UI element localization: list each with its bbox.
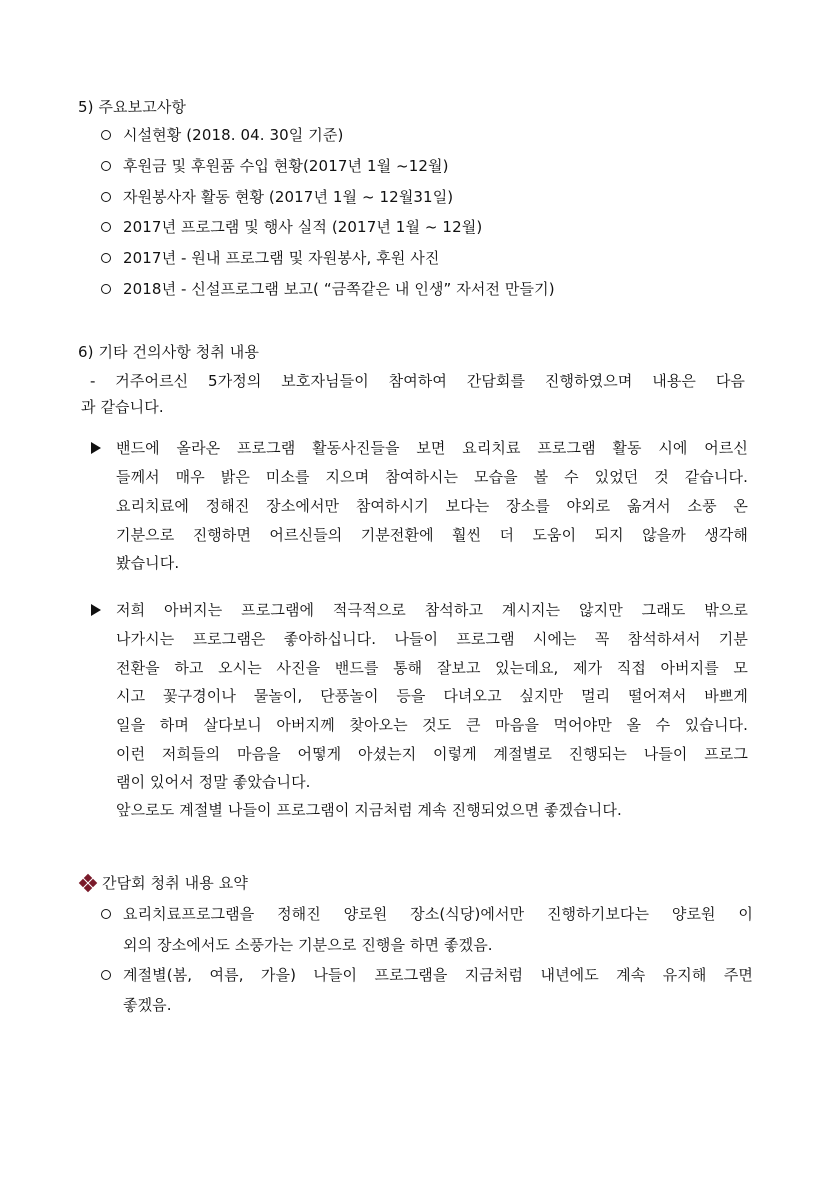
section6-intro-line: - 거주어르신 5가정의 보호자님들이 참여하여 간담회를 진행하였으며 내용은 다음 (90, 372, 745, 390)
section5-item: 2017년 프로그램 및 행사 실적 (2017년 1월 ~ 12월) (123, 218, 483, 236)
triangle-bullet-icon (91, 442, 101, 454)
opinion-line: 시고 꽃구경이나 물놀이, 단풍놀이 등을 다녀오고 싶지만 멀리 떨어져서 바쁘게 (116, 687, 748, 705)
opinion-line: 일을 하며 살다보니 아버지께 찾아오는 것도 큰 마음을 먹어야만 올 수 있습니다. (116, 716, 748, 734)
opinion-line: 들께서 매우 밝은 미소를 지으며 참여하시는 모습을 볼 수 있었던 것 같습니다. (116, 468, 748, 486)
circle-bullet-icon (101, 161, 111, 171)
circle-bullet-icon (101, 970, 111, 980)
opinion-line: 전환을 하고 오시는 사진을 밴드를 통해 잘보고 있는데요, 제가 직접 아버지를 모 (116, 659, 748, 677)
opinion-line: 나가시는 프로그램은 좋아하십니다. 나들이 프로그램 시에는 꼭 참석하셔서 기분 (116, 630, 748, 648)
section5-item: 2017년 - 원내 프로그램 및 자원봉사, 후원 사진 (123, 249, 440, 267)
opinion-line: 이런 저희들의 마음을 어떻게 아셨는지 이렇게 계절별로 진행되는 나들이 프로그 (116, 745, 748, 763)
circle-bullet-icon (101, 253, 111, 263)
section6-heading: 6) 기타 건의사항 청취 내용 (78, 343, 259, 361)
circle-bullet-icon (101, 909, 111, 919)
section5-item: 자원봉사자 활동 현황 (2017년 1월 ~ 12월31일) (123, 188, 454, 206)
opinion-line: 요리치료에 정해진 장소에서만 참여하시기 보다는 장소를 야외로 옮겨서 소풍 온 (116, 497, 748, 515)
circle-bullet-icon (101, 284, 111, 294)
section5-item: 시설현황 (2018. 04. 30일 기준) (123, 126, 344, 144)
summary-line: 요리치료프로그램을 정해진 양로원 장소(식당)에서만 진행하기보다는 양로원 이 (123, 905, 753, 923)
opinion-line: 저희 아버지는 프로그램에 적극적으로 참석하고 계시지는 않지만 그래도 밖으로 (116, 601, 748, 619)
opinion-line: 봤습니다. (116, 554, 180, 572)
opinion-line: 앞으로도 계절별 나들이 프로그램이 지금처럼 계속 진행되었으면 좋겠습니다. (116, 801, 622, 819)
section6-intro-line: 과 같습니다. (81, 398, 164, 416)
summary-line: 계절별(봄, 여름, 가을) 나들이 프로그램을 지금처럼 내년에도 계속 유지해 주면 (123, 966, 753, 984)
circle-bullet-icon (101, 222, 111, 232)
section5-heading: 5) 주요보고사항 (78, 98, 187, 116)
section5-item: 후원금 및 후원품 수입 현황(2017년 1월 ~12월) (123, 157, 449, 175)
opinion-line: 기분으로 진행하면 어르신들의 기분전환에 훨씬 더 도움이 되지 않을까 생각해 (116, 526, 748, 544)
summary-heading: 간담회 청취 내용 요약 (102, 874, 248, 892)
summary-line: 외의 장소에서도 소풍가는 기분으로 진행을 하면 좋겠음. (123, 936, 493, 954)
section5-item: 2018년 - 신설프로그램 보고( “금쪽같은 내 인생” 자서전 만들기) (123, 280, 555, 298)
summary-line: 좋겠음. (123, 996, 172, 1014)
circle-bullet-icon (101, 130, 111, 140)
triangle-bullet-icon (91, 604, 101, 616)
opinion-line: 램이 있어서 정말 좋았습니다. (116, 773, 311, 791)
diamond-bullet-icon (80, 875, 96, 891)
circle-bullet-icon (101, 192, 111, 202)
opinion-line: 밴드에 올라온 프로그램 활동사진들을 보면 요리치료 프로그램 활동 시에 어르신 (116, 439, 748, 457)
